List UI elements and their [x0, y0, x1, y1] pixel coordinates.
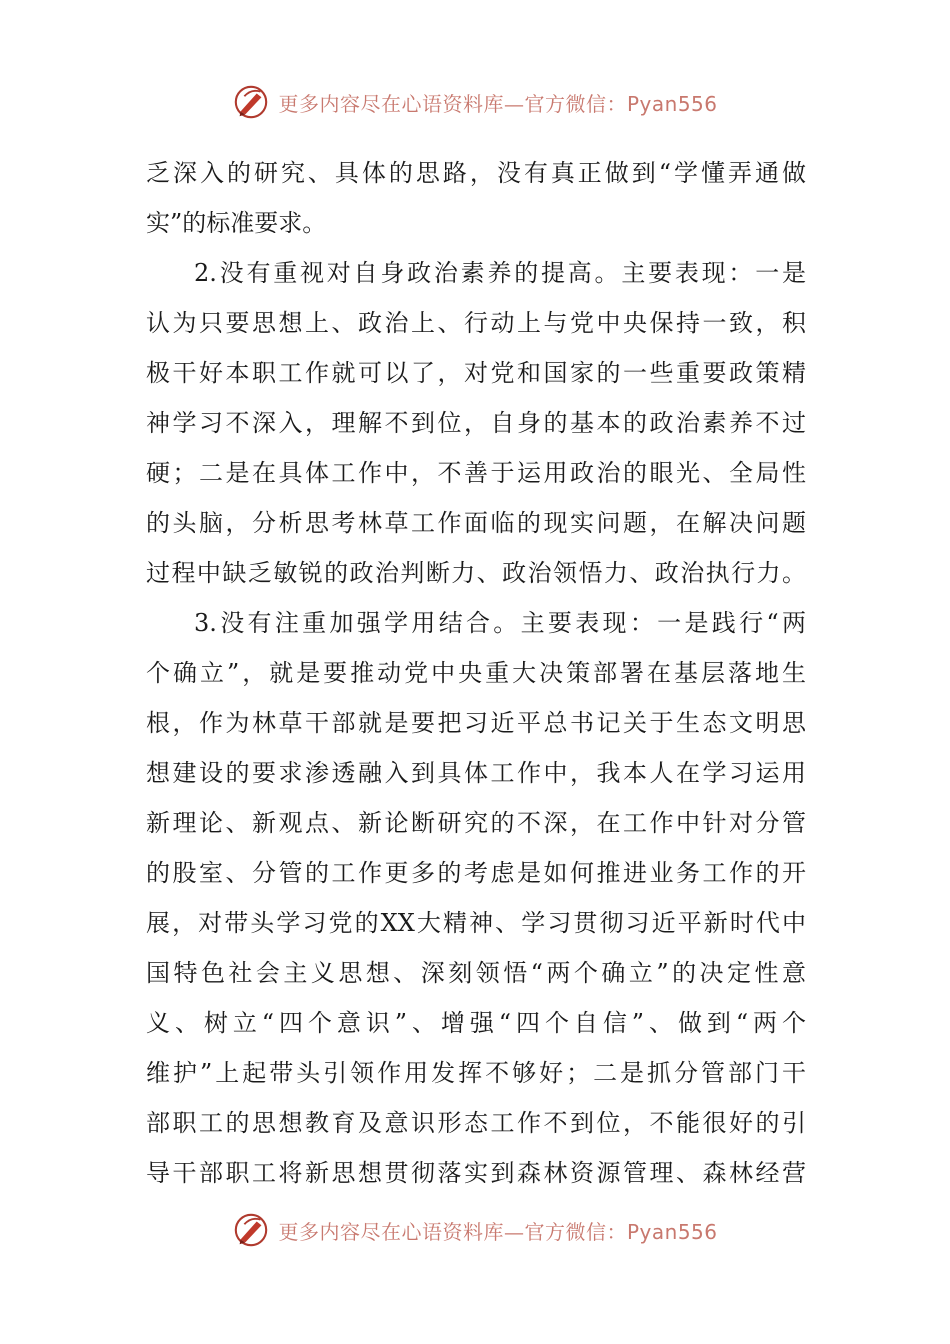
text-line: 过程中缺乏敏锐的政治判断力、政治领悟力、政治执行力。 — [146, 559, 806, 587]
header-banner — [0, 80, 950, 124]
text-line: 部职工的思想教育及意识形态工作不到位，不能很好的引 — [146, 1109, 806, 1137]
pen-logo-icon — [232, 1211, 270, 1249]
text-line: 认为只要思想上、政治上、行动上与党中央保持一致，积 — [146, 309, 806, 337]
text-line: 维护”上起带头引领作用发挥不够好；二是抓分管部门干 — [146, 1059, 806, 1087]
text-line: 的股室、分管的工作更多的考虑是如何推进业务工作的开 — [146, 859, 806, 887]
text-line: 极干好本职工作就可以了，对党和国家的一些重要政策精 — [146, 359, 806, 387]
text-line: 想建设的要求渗透融入到具体工作中，我本人在学习运用 — [146, 759, 806, 787]
text-line: 新理论、新观点、新论断研究的不深，在工作中针对分管 — [146, 809, 806, 837]
text-line: 国特色社会主义思想、深刻领悟“两个确立”的决定性意 — [146, 959, 806, 987]
text-line: 神学习不深入，理解不到位，自身的基本的政治素养不过 — [146, 409, 806, 437]
footer-wechat-id: Pyan556 — [626, 1219, 718, 1244]
footer-banner-text: 更多内容尽在心语资料库—官方微信：Pyan556 — [278, 1219, 718, 1244]
text-line: 个确立”，就是要推动党中央重大决策部署在基层落地生 — [146, 659, 806, 687]
header-banner-text: 更多内容尽在心语资料库—官方微信：Pyan556 — [278, 91, 718, 116]
text-line: 硬；二是在具体工作中，不善于运用政治的眼光、全局性 — [146, 459, 806, 487]
pen-logo-icon — [232, 83, 270, 121]
text-line: 根，作为林草干部就是要把习近平总书记关于生态文明思 — [146, 709, 806, 737]
document-body — [146, 148, 806, 1198]
text-line: 的头脑，分析思考林草工作面临的现实问题，在解决问题 — [146, 509, 806, 537]
text-line: 义、树立“四个意识”、增强“四个自信”、做到“两个 — [146, 1009, 806, 1037]
text-line: 实”的标准要求。 — [146, 209, 327, 237]
footer-banner — [0, 1208, 950, 1252]
text-line: 2.没有重视对自身政治素养的提高。主要表现：一是 — [194, 259, 806, 287]
header-wechat-id: Pyan556 — [626, 91, 718, 116]
text-line: 3.没有注重加强学用结合。主要表现：一是践行“两 — [194, 609, 806, 637]
text-line: 展，对带头学习党的XX大精神、学习贯彻习近平新时代中 — [146, 909, 806, 937]
text-line: 乏深入的研究、具体的思路，没有真正做到“学懂弄通做 — [146, 159, 806, 187]
text-line: 导干部职工将新思想贯彻落实到森林资源管理、森林经营 — [146, 1159, 806, 1187]
